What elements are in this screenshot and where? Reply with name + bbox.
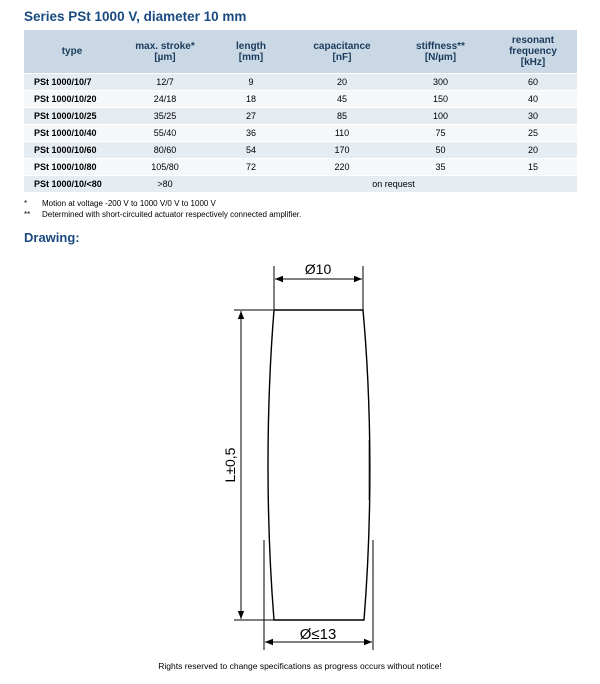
- type-cell: PSt 1000/10/<80: [24, 176, 120, 192]
- table-cell: 60: [489, 74, 577, 90]
- type-cell: PSt 1000/10/60: [24, 142, 120, 158]
- table-cell: 15: [489, 159, 577, 175]
- table-cell: 12/7: [120, 74, 210, 90]
- table-cell: 54: [210, 142, 292, 158]
- on-request-cell: on request: [210, 176, 577, 192]
- table-cell: 40: [489, 91, 577, 107]
- table-cell: 27: [210, 108, 292, 124]
- drawing-heading: Drawing:: [24, 230, 80, 245]
- column-header: max. stroke* [µm]: [120, 30, 210, 73]
- table-cell: 25: [489, 125, 577, 141]
- table-cell: >80: [120, 176, 210, 192]
- table-cell: 100: [392, 108, 489, 124]
- table-cell: 35/25: [120, 108, 210, 124]
- footnote-text: Determined with short-circuited actuator respectively connected amplifier.: [42, 210, 302, 219]
- table-cell: 220: [292, 159, 392, 175]
- table-cell: 150: [392, 91, 489, 107]
- type-cell: PSt 1000/10/25: [24, 108, 120, 124]
- footnote-mark: **: [24, 210, 31, 219]
- table-cell: 170: [292, 142, 392, 158]
- table-cell: 30: [489, 108, 577, 124]
- table-cell: 35: [392, 159, 489, 175]
- column-header: type: [24, 30, 120, 73]
- type-cell: PSt 1000/10/80: [24, 159, 120, 175]
- table-cell: 105/80: [120, 159, 210, 175]
- footer-note: Rights reserved to change specifications as progress occurs without notice!: [158, 661, 442, 671]
- table-cell: 110: [292, 125, 392, 141]
- type-cell: PSt 1000/10/20: [24, 91, 120, 107]
- table-cell: 9: [210, 74, 292, 90]
- table-cell: 55/40: [120, 125, 210, 141]
- table-cell: 300: [392, 74, 489, 90]
- footnote-mark: *: [24, 199, 28, 208]
- series-title: Series PSt 1000 V, diameter 10 mm: [24, 9, 247, 24]
- column-header: resonant frequency [kHz]: [489, 30, 577, 73]
- table-cell: 45: [292, 91, 392, 107]
- column-header: length [mm]: [210, 30, 292, 73]
- bottom-dimension-label: Ø≤13: [299, 626, 337, 643]
- table-cell: 75: [392, 125, 489, 141]
- table-cell: 24/18: [120, 91, 210, 107]
- table-cell: 36: [210, 125, 292, 141]
- table-cell: 85: [292, 108, 392, 124]
- column-header: capacitance [nF]: [292, 30, 392, 73]
- table-cell: 20: [292, 74, 392, 90]
- table-cell: 50: [392, 142, 489, 158]
- table-cell: 80/60: [120, 142, 210, 158]
- top-dimension-label: Ø10: [304, 261, 332, 277]
- type-cell: PSt 1000/10/7: [24, 74, 120, 90]
- actuator-outline: [268, 310, 370, 620]
- table-cell: 18: [210, 91, 292, 107]
- length-dimension-label: L±0,5: [222, 447, 238, 483]
- type-cell: PSt 1000/10/40: [24, 125, 120, 141]
- table-cell: 72: [210, 159, 292, 175]
- footnote-text: Motion at voltage -200 V to 1000 V/0 V to 1000 V: [42, 199, 216, 208]
- column-header: stiffness** [N/µm]: [392, 30, 489, 73]
- table-cell: 20: [489, 142, 577, 158]
